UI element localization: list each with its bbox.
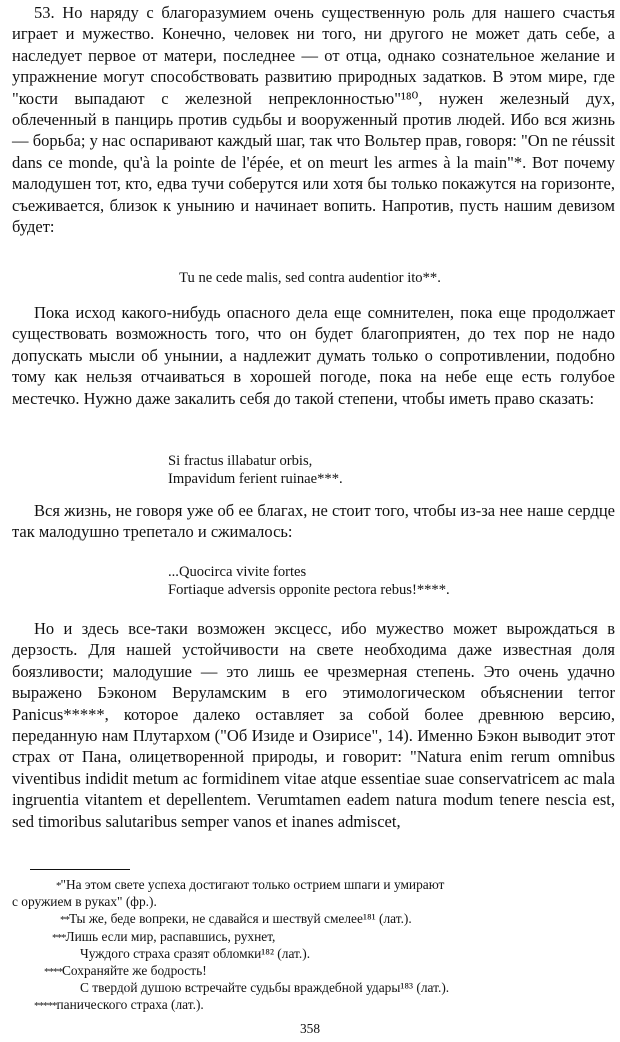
- footnote-4-cont: С твердой душою встречайте судьбы враждебной удары¹⁸³ (лат.).: [80, 980, 450, 995]
- verse-line: Impavidum ferient ruinae***.: [168, 471, 343, 488]
- footnote-2: **Ты же, беде вопреки, не сдавайся и шествуй смелее¹⁸¹ (лат.).: [60, 911, 412, 926]
- footnote-3-cont: Чуждого страха сразят обломки¹⁸² (лат.).: [80, 946, 311, 961]
- paragraph-excess: Но и здесь все-таки возможен эксцесс, ибо мужество может вырождаться в дерзость. Для нашей устойчивости на свете необходима даже известная доля боязливости; малодушие — это лишь ее чрезмерная степень. Это очень удачно выражено Бэконом Веруламским в его этимологическом объяснении terror Panicus*****, которое далеко оставляет за собой более древнюю версию, переданную нам Плутархом ("Об Изиде и Озирисе", 14). Именно Бэкон выводит этот страх от Пана, олицетворенной природы, и говорит: "Natura enim rerum omnibus viventibus indidit metum ac formidinem vitae atque essentiae suae conservatricem ac mala ingruentia vitantem et depellentem. Verumtamen eadem natura modum tenere nescia est, sed timoribus salutaribus semper vanos et inanes admiscet,: [12, 619, 615, 831]
- verse-line: Si fractus illabatur orbis,: [168, 453, 313, 469]
- page-number: 358: [299, 1021, 321, 1036]
- footnote-1: *"На этом свете успеха достигают только острием шпаги и умирают: [56, 877, 445, 892]
- verse-line: Fortiaque adversis opponite pectora rebus!****.: [168, 582, 450, 599]
- latin-verse-virgil: [168, 563, 608, 600]
- paragraph-courage: 53. Но наряду с благоразумием очень существенную роль для нашего счастья играет и мужество. Конечно, человек ни того, ни другого не может дать себе, а наследует первое от матери, последнее — от отца, однако сознательное желание и упражнение могут способствовать развитию природных задатков. В этом мире, где "кости выпадают с железной непреклонностью"¹⁸⁰, нужен железный дух, облеченный в панцирь против судьбы и вооруженный против людей. Ибо вся жизнь — борьба; у нас оспаривают каждый шаг, так что Вольтер прав, говоря: "On ne réussit dans ce monde, qu'à la pointe de l'épée, et on meurt les armes à la main"*. Вот почему малодушен тот, кто, едва тучи соберутся или хотя бы только покажутся на горизонте, съеживается, близок к унынию и начинает вопить. Напротив, пусть нашим девизом будет:: [12, 3, 615, 237]
- latin-motto: Tu ne cede malis, sed contra audentior ito**.: [179, 270, 441, 286]
- verse-line: ...Quocirca vivite fortes: [168, 564, 307, 580]
- footnote-5: *****панического страха (лат.).: [34, 997, 204, 1012]
- footnote-1-cont: с оружием в руках" (фр.).: [12, 894, 157, 909]
- latin-verse-horace: [168, 452, 608, 489]
- footnote-divider: [30, 869, 130, 870]
- paragraph-hope: Пока исход какого-нибудь опасного дела еще сомнителен, пока еще продолжает существовать возможность того, что он будет благоприятен, до тех пор не надо допускать мысли об унынии, а надлежит думать только о сопротивлении, подобно тому как нельзя отчаиваться в хорошей погоде, пока на небе еще есть голубое местечко. Нужно даже закалить себя до такой степени, чтобы иметь право сказать:: [12, 303, 615, 408]
- footnote-3: ***Лишь если мир, распавшись, рухнет,: [52, 929, 276, 944]
- footnote-4: ****Сохраняйте же бодрость!: [44, 963, 207, 978]
- paragraph-life: Вся жизнь, не говоря уже об ее благах, не стоит того, чтобы из-за нее наше сердце так малодушно трепетало и сжималось:: [12, 501, 615, 542]
